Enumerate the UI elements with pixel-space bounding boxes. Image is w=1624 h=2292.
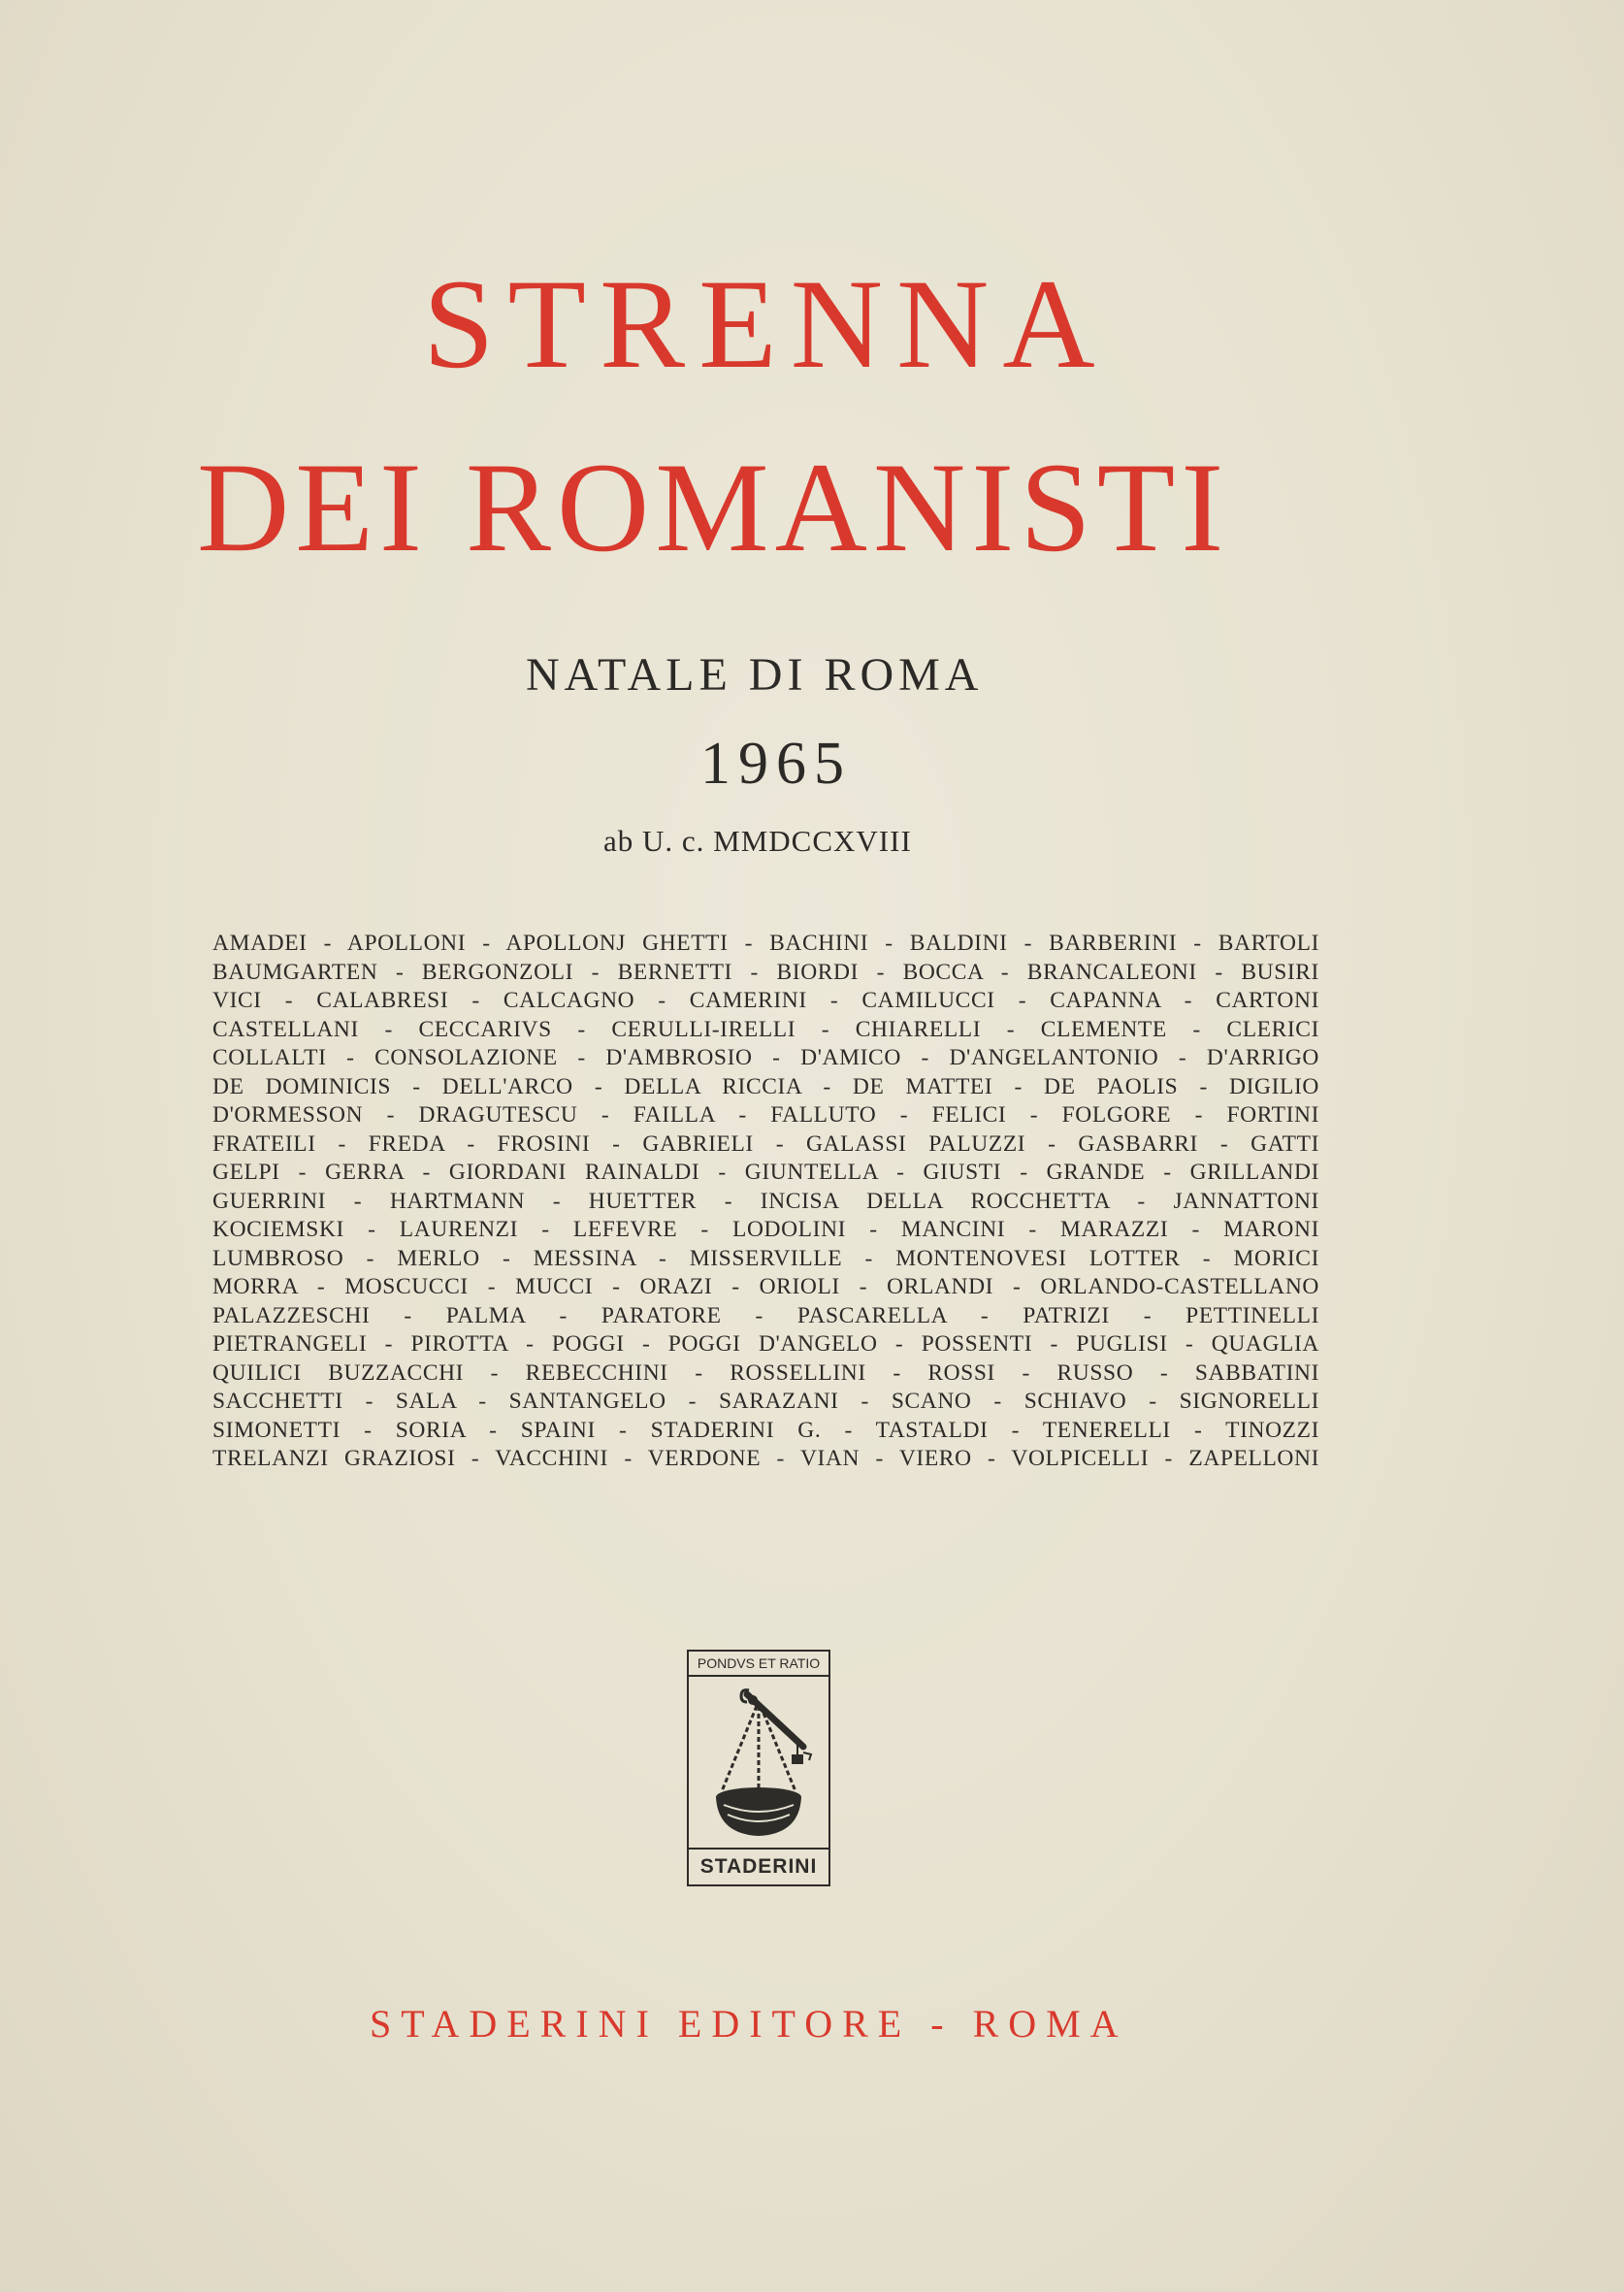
printer-mark bbox=[687, 1650, 830, 1886]
contributors-line: BAUMGARTEN - BERGONZOLI - BERNETTI - BIORDI - BOCCA - BRANCALEONI - BUSIRI bbox=[212, 959, 1319, 985]
steelyard-scale-icon bbox=[689, 1677, 828, 1850]
contributors-line: LUMBROSO - MERLO - MESSINA - MISSERVILLE - MONTENOVESI LOTTER - MORICI bbox=[212, 1245, 1319, 1271]
title-line-2: DEI ROMANISTI bbox=[197, 436, 1230, 578]
contributors-line: FRATEILI - FREDA - FROSINI - GABRIELI - GALASSI PALUZZI - GASBARRI - GATTI bbox=[212, 1130, 1319, 1157]
contributors-line: DE DOMINICIS - DELL'ARCO - DELLA RICCIA - DE MATTEI - DE PAOLIS - DIGILIO bbox=[212, 1073, 1319, 1099]
contributors-line: MORRA - MOSCUCCI - MUCCI - ORAZI - ORIOLI - ORLANDI - ORLANDO-CASTELLANO bbox=[212, 1274, 1319, 1299]
year: 1965 bbox=[700, 731, 852, 797]
contributors-line: COLLALTI - CONSOLAZIONE - D'AMBROSIO - D'AMICO - D'ANGELANTONIO - D'ARRIGO bbox=[212, 1045, 1319, 1070]
printer-mark-name: STADERINI bbox=[699, 1855, 818, 1878]
ab-urbe-condita: ab U. c. MMDCCXVIII bbox=[603, 824, 912, 858]
contributors-line: SIMONETTI - SORIA - SPAINI - STADERINI G. - TASTALDI - TENERELLI - TINOZZI bbox=[212, 1417, 1319, 1443]
title-line-1: STRENNA bbox=[423, 252, 1109, 395]
contributors-line: CASTELLANI - CECCARIVS - CERULLI-IRELLI - CHIARELLI - CLEMENTE - CLERICI bbox=[212, 1016, 1319, 1042]
contributors-line: PIETRANGELI - PIROTTA - POGGI - POGGI D'ANGELO - POSSENTI - PUGLISI - QUAGLIA bbox=[212, 1331, 1319, 1357]
contributors-list bbox=[212, 930, 1319, 1474]
contributors-line: D'ORMESSON - DRAGUTESCU - FAILLA - FALLUTO - FELICI - FOLGORE - FORTINI bbox=[212, 1102, 1319, 1128]
contributors-line: GELPI - GERRA - GIORDANI RAINALDI - GIUNTELLA - GIUSTI - GRANDE - GRILLANDI bbox=[212, 1160, 1319, 1185]
contributors-line: GUERRINI - HARTMANN - HUETTER - INCISA DELLA ROCCHETTA - JANNATTONI bbox=[212, 1188, 1319, 1214]
contributors-line: VICI - CALABRESI - CALCAGNO - CAMERINI - CAMILUCCI - CAPANNA - CARTONI bbox=[212, 988, 1319, 1013]
contributors-line: AMADEI - APOLLONI - APOLLONJ GHETTI - BACHINI - BALDINI - BARBERINI - BARTOLI bbox=[212, 931, 1319, 956]
contributors-line: PALAZZESCHI - PALMA - PARATORE - PASCARELLA - PATRIZI - PETTINELLI bbox=[212, 1302, 1319, 1328]
contributors-line: KOCIEMSKI - LAURENZI - LEFEVRE - LODOLINI - MANCINI - MARAZZI - MARONI bbox=[212, 1217, 1319, 1242]
contributors-line: SACCHETTI - SALA - SANTANGELO - SARAZANI - SCANO - SCHIAVO - SIGNORELLI bbox=[212, 1389, 1319, 1414]
publisher-imprint: STADERINI EDITORE - ROMA bbox=[370, 2002, 1128, 2046]
printer-mark-motto: PONDVS ET RATIO bbox=[697, 1655, 821, 1671]
contributors-line: TRELANZI GRAZIOSI - VACCHINI - VERDONE - VIAN - VIERO - VOLPICELLI - ZAPELLONI bbox=[212, 1446, 1319, 1471]
contributors-line: QUILICI BUZZACCHI - REBECCHINI - ROSSELLINI - ROSSI - RUSSO - SABBATINI bbox=[212, 1359, 1319, 1386]
subtitle: NATALE DI ROMA bbox=[526, 649, 984, 701]
